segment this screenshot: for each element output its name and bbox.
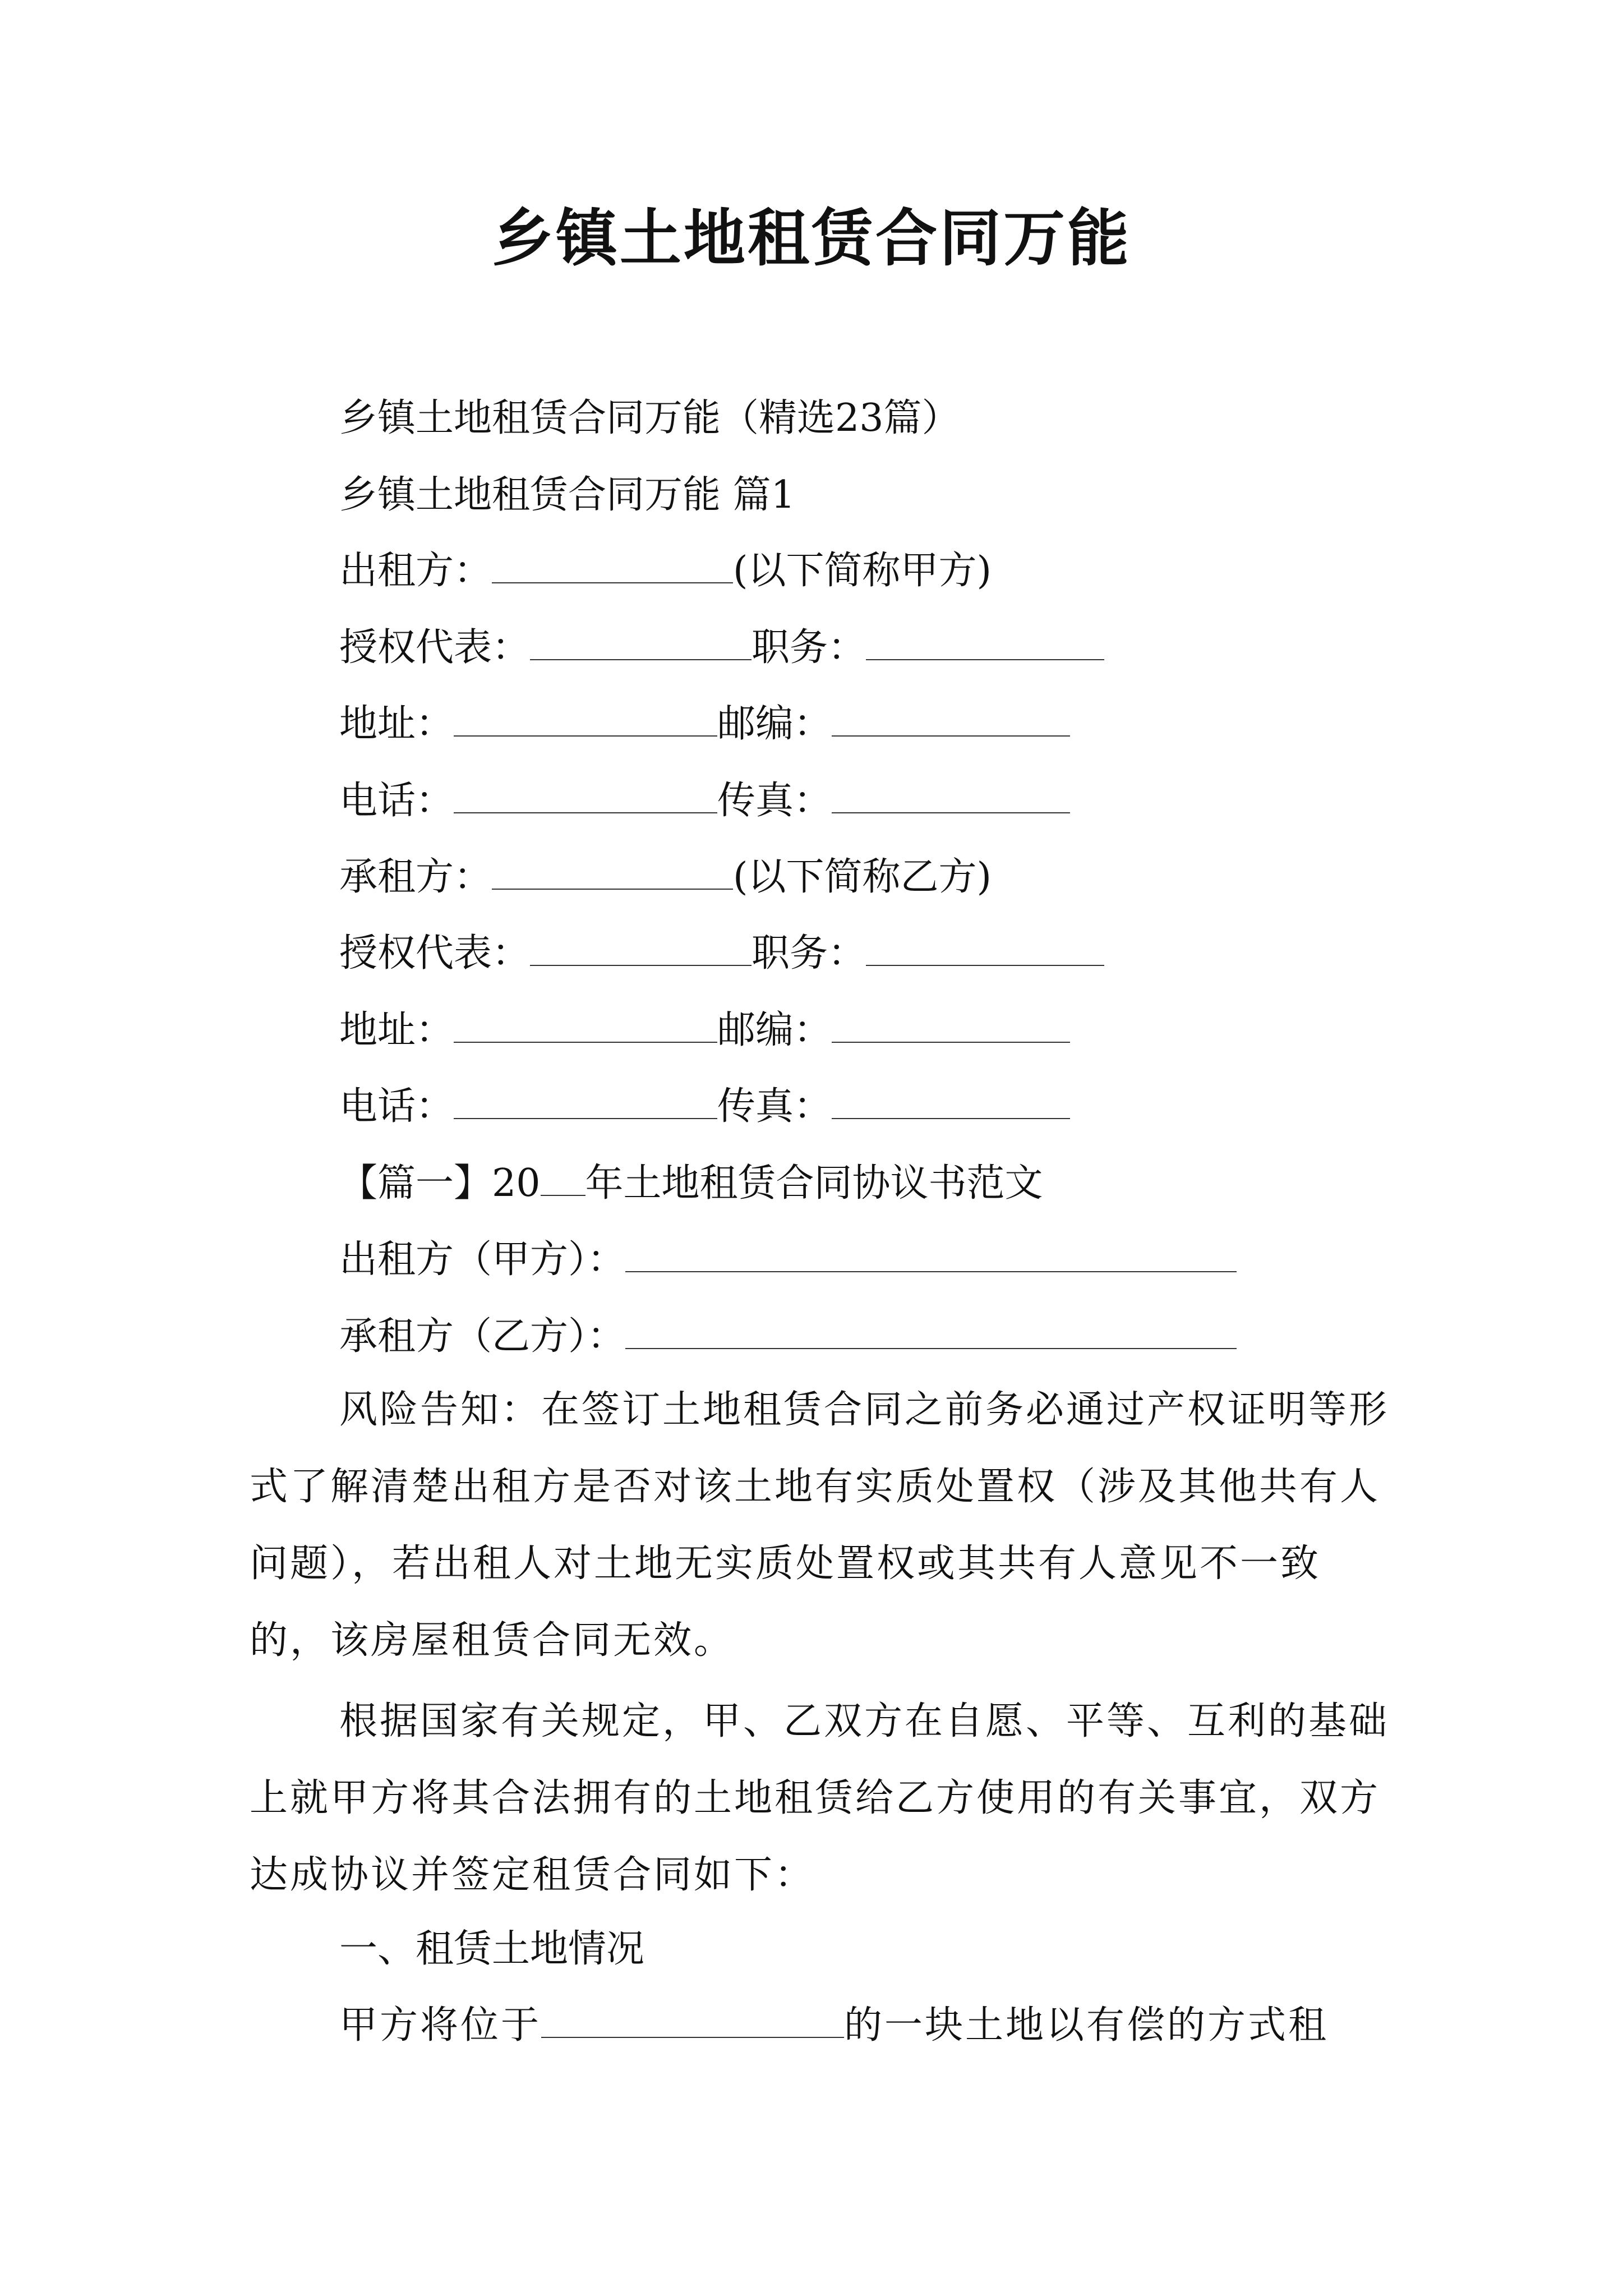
preamble-paragraph: 根据国家有关规定，甲、乙双方在自愿、平等、互利的基础上就甲方将其合法拥有的土地租赁给乙方使用的有关事宜，双方达成协议并签定租赁合同如下： — [250, 1699, 1390, 1897]
lessee-address-line — [339, 1004, 1070, 1057]
party-b-line — [339, 1310, 1237, 1364]
location-blank[interactable] — [541, 2002, 844, 2038]
article-heading: 乡镇土地租赁合同万能 篇1 — [339, 473, 795, 517]
position-label: 职务： — [751, 625, 866, 670]
document-title: 乡镇土地租赁合同万能 — [492, 202, 1131, 274]
section-heading — [339, 1157, 1043, 1211]
phone-blank[interactable] — [454, 1083, 717, 1119]
party-a-line — [339, 1233, 1237, 1287]
lessee-line — [339, 850, 992, 904]
party-a-blank[interactable] — [625, 1236, 1237, 1272]
rep-label: 授权代表： — [339, 625, 531, 670]
year-blank[interactable] — [541, 1160, 585, 1196]
section-heading-suffix: 年土地租赁合同协议书范文 — [585, 1161, 1043, 1205]
subtitle: 乡镇土地租赁合同万能（精选23篇） — [339, 396, 960, 440]
fax-label: 传真： — [717, 1084, 832, 1129]
postcode-label: 邮编： — [717, 702, 832, 746]
phone-label: 电话： — [339, 1084, 454, 1129]
lessor-label: 出租方： — [339, 549, 492, 593]
party-b-label: 承租方（乙方）： — [339, 1314, 626, 1359]
rep-blank[interactable] — [530, 624, 751, 660]
lessee-rep-line — [339, 927, 1104, 981]
lessee-label: 承租方： — [339, 855, 492, 899]
position-label: 职务： — [751, 931, 866, 976]
party-a-label: 出租方（甲方）： — [339, 1237, 626, 1282]
lessor-suffix: (以下简称甲方) — [733, 549, 992, 593]
fax-label: 传真： — [717, 779, 832, 823]
lessor-line — [339, 544, 992, 598]
clause-1-text — [339, 1999, 1329, 2053]
lessee-blank[interactable] — [492, 854, 733, 890]
position-blank[interactable] — [866, 624, 1104, 660]
fax-blank[interactable] — [832, 1083, 1070, 1119]
address-blank[interactable] — [454, 1007, 717, 1043]
phone-label: 电话： — [339, 779, 454, 823]
rep-blank[interactable] — [530, 930, 751, 966]
lessee-suffix: (以下简称乙方) — [733, 855, 992, 899]
rep-label: 授权代表： — [339, 931, 531, 976]
lessor-rep-line — [339, 621, 1104, 675]
clause-1-prefix: 甲方将位于 — [339, 2003, 542, 2047]
fax-blank[interactable] — [832, 777, 1070, 813]
address-label: 地址： — [339, 702, 454, 746]
lessee-phone-line — [339, 1080, 1070, 1134]
clause-1-heading: 一、租赁土地情况 — [339, 1927, 645, 1971]
address-blank[interactable] — [454, 701, 717, 737]
lessor-address-line — [339, 697, 1070, 751]
position-blank[interactable] — [866, 930, 1104, 966]
lessor-blank[interactable] — [492, 547, 733, 583]
party-b-blank[interactable] — [625, 1313, 1237, 1349]
clause-1-suffix: 的一块土地以有偿的方式租 — [844, 2003, 1329, 2047]
section-heading-prefix: 【篇一】20 — [339, 1161, 541, 1205]
lessor-phone-line — [339, 774, 1070, 828]
phone-blank[interactable] — [454, 777, 717, 813]
address-label: 地址： — [339, 1008, 454, 1052]
risk-notice-paragraph: 风险告知：在签订土地租赁合同之前务必通过产权证明等形式了解清楚出租方是否对该土地有实质处置权（涉及其他共有人问题），若出租人对土地无实质处置权或其共有人意见不一致的，该房屋租赁合同无效。 — [250, 1388, 1390, 1663]
postcode-blank[interactable] — [832, 1007, 1070, 1043]
postcode-blank[interactable] — [832, 701, 1070, 737]
postcode-label: 邮编： — [717, 1008, 832, 1052]
